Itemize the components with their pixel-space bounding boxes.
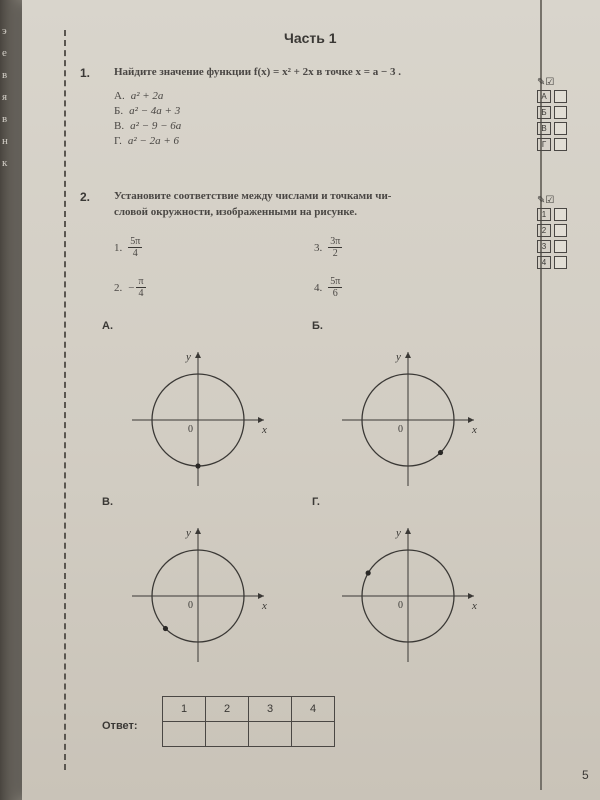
answer-option-row xyxy=(537,240,567,253)
fraction-numerator: π xyxy=(138,276,144,287)
circle-point xyxy=(366,570,371,575)
fraction-denominator: 4 xyxy=(138,288,144,299)
fraction-denominator: 4 xyxy=(132,248,138,259)
pencil-check-icon: ✎☑ xyxy=(537,77,555,88)
edge-glyph: в xyxy=(2,69,8,81)
origin-label: 0 xyxy=(188,424,193,435)
y-axis-label: y xyxy=(186,527,191,539)
x-axis-label: x xyxy=(262,424,267,436)
q2-item-index: 2. xyxy=(114,281,123,294)
q1-answer-boxes xyxy=(537,78,567,154)
origin-label: 0 xyxy=(398,600,403,611)
q2-text xyxy=(114,188,524,220)
figure-label: Б. xyxy=(312,320,323,332)
answer-checkbox[interactable] xyxy=(554,224,567,237)
fraction-numerator: 5π xyxy=(130,236,141,247)
answer-option-row xyxy=(537,106,567,119)
q1-option-letter: Б. xyxy=(114,105,124,117)
q1-number: 1. xyxy=(80,66,91,80)
edge-glyph: к xyxy=(2,157,8,169)
q2-item-index: 1. xyxy=(114,241,123,254)
unit-circle-figure xyxy=(122,338,282,488)
x-axis-label: x xyxy=(472,600,477,612)
answer-table-header: 2 xyxy=(206,697,249,722)
q1-option xyxy=(114,135,181,147)
x-axis-arrow-icon xyxy=(258,593,264,599)
q1-option-expr: a² − 4a + 3 xyxy=(129,105,181,117)
workbook-page xyxy=(22,0,600,800)
origin-label: 0 xyxy=(398,424,403,435)
answer-table-header: 4 xyxy=(292,697,335,722)
q1-option-letter: А. xyxy=(114,90,125,102)
q1-option-expr: a² − 2a + 6 xyxy=(127,135,180,147)
q1-option-letter: Г. xyxy=(114,135,122,147)
q2-item-index: 4. xyxy=(314,281,323,294)
q2-item-index: 3. xyxy=(314,241,323,254)
answer-option-row xyxy=(537,256,567,269)
circle-point xyxy=(438,450,443,455)
q2-item-fraction xyxy=(328,276,342,299)
q1-text: Найдите значение функции f(x) = x² + 2x в точке x = a − 3 . xyxy=(114,66,401,78)
edge-glyph: в xyxy=(2,113,8,125)
answer-option-label: А xyxy=(537,90,551,103)
answer-checkbox[interactable] xyxy=(554,256,567,269)
answer-option-label: Г xyxy=(537,138,551,151)
answer-option-label: 4 xyxy=(537,256,551,269)
y-axis-label: y xyxy=(186,351,191,363)
answer-table-header: 1 xyxy=(163,697,206,722)
figure-label: А. xyxy=(102,320,113,332)
q1-option xyxy=(114,90,181,102)
answer-checkbox[interactable] xyxy=(554,122,567,135)
q2-text-line1: Установите соответствие между числами и точками чи- xyxy=(114,190,392,202)
perforation-line xyxy=(64,30,66,770)
q1-option-letter: В. xyxy=(114,120,125,132)
fraction-numerator: 3π xyxy=(330,236,341,247)
fraction-denominator: 2 xyxy=(332,248,338,259)
answer-table-cell[interactable] xyxy=(292,722,335,747)
answer-option-label: Б xyxy=(537,106,551,119)
answer-table-cell[interactable] xyxy=(163,722,206,747)
q2-item-fraction xyxy=(136,276,145,299)
q1-options xyxy=(114,90,181,150)
edge-glyph: э xyxy=(2,25,7,37)
answer-option-row xyxy=(537,138,567,151)
x-axis-label: x xyxy=(262,600,267,612)
unit-circle-figure xyxy=(122,514,282,664)
answer-option-row xyxy=(537,208,567,221)
answer-table-header: 3 xyxy=(249,697,292,722)
q2-number: 2. xyxy=(80,190,91,204)
y-axis-arrow-icon xyxy=(405,352,411,358)
fraction-numerator: 5π xyxy=(330,276,341,287)
answer-checkbox[interactable] xyxy=(554,208,567,221)
q2-item-fraction xyxy=(328,236,342,259)
q2-text-line2: словой окружности, изображенными на рисунке. xyxy=(114,206,358,218)
x-axis-arrow-icon xyxy=(258,417,264,423)
origin-label: 0 xyxy=(188,600,193,611)
fraction-denominator: 6 xyxy=(332,288,338,299)
q1-option xyxy=(114,120,181,132)
q1-option xyxy=(114,105,181,117)
y-axis-label: y xyxy=(396,527,401,539)
answer-option-label: 3 xyxy=(537,240,551,253)
answer-checkbox[interactable] xyxy=(554,90,567,103)
answer-checkbox[interactable] xyxy=(554,240,567,253)
edge-glyph: е xyxy=(2,47,7,59)
q2-number-item xyxy=(314,276,342,299)
answer-option-row xyxy=(537,224,567,237)
y-axis-arrow-icon xyxy=(195,528,201,534)
q2-item-fraction xyxy=(128,236,142,259)
page-number: 5 xyxy=(582,768,589,782)
q2-answer-boxes xyxy=(537,196,567,272)
part-title: Часть 1 xyxy=(284,30,337,46)
x-axis-label: x xyxy=(472,424,477,436)
q2-number-item xyxy=(314,236,342,259)
q2-number-item xyxy=(114,236,142,259)
figure-label: Г. xyxy=(312,496,320,508)
x-axis-arrow-icon xyxy=(468,417,474,423)
answer-table-cell[interactable] xyxy=(249,722,292,747)
answer-checkbox[interactable] xyxy=(554,106,567,119)
edge-glyph: я xyxy=(2,91,8,103)
y-axis-arrow-icon xyxy=(195,352,201,358)
figure-label: В. xyxy=(102,496,113,508)
answer-option-label: 1 xyxy=(537,208,551,221)
pencil-check-icon: ✎☑ xyxy=(537,195,555,206)
answer-label: Ответ: xyxy=(102,720,138,732)
unit-circle-figure xyxy=(332,514,492,664)
unit-circle-figure xyxy=(332,338,492,488)
answer-table-cell[interactable] xyxy=(206,722,249,747)
x-axis-arrow-icon xyxy=(468,593,474,599)
answer-checkbox[interactable] xyxy=(554,138,567,151)
circle-point xyxy=(163,626,168,631)
y-axis-arrow-icon xyxy=(405,528,411,534)
facing-page-edge-text xyxy=(2,20,8,174)
answer-option-label: 2 xyxy=(537,224,551,237)
answer-option-row xyxy=(537,122,567,135)
q2-item-sign: − xyxy=(128,281,135,294)
q1-option-expr: a² − 9 − 6a xyxy=(130,120,182,132)
circle-point xyxy=(195,463,200,468)
q2-number-item xyxy=(114,276,146,299)
q1-option-expr: a² + 2a xyxy=(130,90,164,102)
answer-option-label: В xyxy=(537,122,551,135)
y-axis-label: y xyxy=(396,351,401,363)
answer-table xyxy=(162,696,335,747)
answer-option-row xyxy=(537,90,567,103)
edge-glyph: н xyxy=(2,135,8,147)
